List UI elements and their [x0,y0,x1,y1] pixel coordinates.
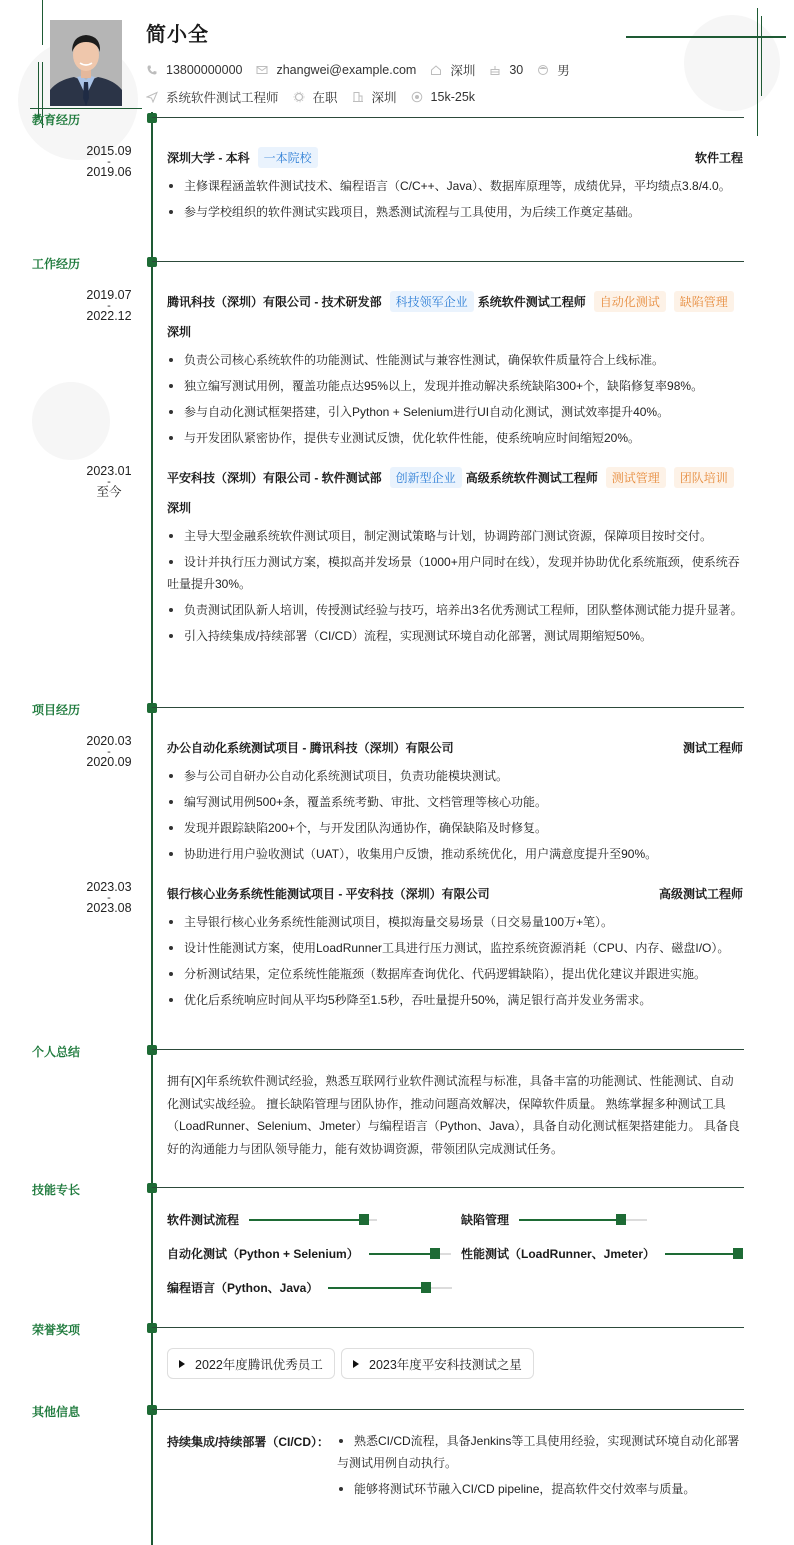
skill-item [167,1211,377,1228]
school-tag: 一本院校 [258,147,318,168]
start-date: 2023.03 [86,880,132,894]
skill-bar [519,1219,647,1221]
location-value: 深圳 [450,64,476,78]
timeline-node [147,1405,157,1415]
skill-bar-fill [369,1253,439,1255]
section-title: 其他信息 [31,1405,80,1419]
target-city-value: 深圳 [371,91,397,105]
section-divider [152,1327,744,1328]
work-date [74,465,144,499]
target-role-value: 系统软件测试工程师 [166,91,279,105]
bullet-item: 负责测试团队新人培训，传授测试经验与技巧，培养出3名优秀测试工程师，团队整体测试能力提升显著。 [167,599,744,621]
education-title [167,147,318,168]
contact-row [146,61,584,79]
skill-bar-knob [421,1282,431,1293]
project-role: 测试工程师 [682,741,743,755]
skill-name: 性能测试（LoadRunner、Jmeter） [461,1247,656,1261]
decorative-line [30,108,142,109]
timeline-node [147,257,157,267]
gender-info [537,61,570,79]
job-role: 高级系统软件测试工程师 [465,471,598,485]
building-icon [352,91,364,103]
section-projects [0,701,744,715]
avatar [50,20,122,106]
bullet-item: 优化后系统响应时间从平均5秒降至1.5秒，吞吐量提升50%，满足银行高并发业务需求。 [167,989,744,1011]
company-name: 平安科技（深圳）有限公司 - 软件测试部 [167,471,382,485]
school-name: 深圳大学 - 本科 [167,151,250,165]
work-title [167,467,734,488]
email-value: zhangwei@example.com [276,63,417,77]
bullet-item: 与开发团队紧密协作，提供专业测试反馈，优化软件性能，使系统响应时间缩短20%。 [167,427,744,449]
mail-icon [256,64,268,76]
section-honors [0,1321,744,1335]
bullet-item: 设计并执行压力测试方案，模拟高并发场景（1000+用户同时在线），发现并协助优化系统瓶颈，使系统吞吐量提升30%。 [167,551,744,595]
bullet-item: 引入持续集成/持续部署（CI/CD）流程，实现测试环境自动化部署，测试周期缩短50%。 [167,625,744,647]
bullet-item: 发现并跟踪缺陷200+个，与开发团队沟通协作，确保缺陷及时修复。 [167,817,744,839]
age-info [489,63,523,77]
start-date: 2019.07 [86,288,132,302]
section-work [0,255,744,269]
decorative-circle [684,15,780,111]
date-separator: - [107,156,111,168]
timeline-node [147,1323,157,1333]
email-info [256,63,416,77]
send-icon [146,91,158,103]
end-date: 至今 [96,485,122,499]
end-date: 2020.09 [86,755,132,769]
skill-bar [328,1287,452,1289]
candidate-name: 简小全 [146,24,209,46]
skill-tag: 缺陷管理 [674,291,734,312]
company-tag: 科技领军企业 [390,291,474,312]
project-title: 办公自动化系统测试项目 - 腾讯科技（深圳）有限公司 [167,741,454,755]
section-skills [0,1181,744,1195]
status-info [293,88,338,106]
bullet-item: 参与自动化测试框架搭建，引入Python + Selenium进行UI自动化测试，测试效率提升40%。 [167,401,744,423]
play-triangle-icon [353,1360,359,1368]
section-title: 荣誉奖项 [31,1323,80,1337]
end-date: 2023.08 [86,901,132,915]
section-divider [152,261,744,262]
timeline-node [147,1183,157,1193]
bullet-item: 分析测试结果，定位系统性能瓶颈（数据库查询优化、代码逻辑缺陷），提出优化建议并跟进实施。 [167,963,744,985]
bullet-item: 参与学校组织的软件测试实践项目，熟悉测试流程与工具使用，为后续工作奠定基础。 [167,201,744,223]
work-bullets [167,525,744,651]
gender-value: 男 [557,64,570,78]
salary-icon [411,91,423,103]
bullet-item: 设计性能测试方案，使用LoadRunner工具进行压力测试，监控系统资源消耗（CPU、内存、磁盘I/O）。 [167,937,744,959]
skill-item [167,1245,451,1262]
project-bullets [167,911,744,1015]
company-tag: 创新型企业 [390,467,462,488]
date-separator: - [107,300,111,312]
bullet-item: 编写测试用例500+条，覆盖系统考勤、审批、文档管理等核心功能。 [167,791,744,813]
bullet-item: 独立编写测试用例，覆盖功能点达95%以上，发现并推动解决系统缺陷300+个，缺陷修复率98%。 [167,375,744,397]
section-summary [0,1043,744,1057]
decorative-line [757,8,758,136]
skill-bar-knob [359,1214,369,1225]
section-divider [152,1187,744,1188]
other-bullets [337,1430,744,1504]
award-card [341,1348,534,1379]
skill-bar-fill [328,1287,427,1289]
project-bullets [167,765,744,869]
bullet-item: 参与公司自研办公自动化系统测试项目，负责功能模块测试。 [167,765,744,787]
date-separator: - [107,746,111,758]
skill-tag: 自动化测试 [594,291,666,312]
work-bullets [167,349,744,453]
section-title: 工作经历 [31,257,80,271]
project-date [74,881,144,915]
target-city-info [352,88,397,106]
award-name: 2023年度平安科技测试之星 [369,1357,522,1372]
play-triangle-icon [179,1360,185,1368]
timeline-node [147,703,157,713]
profile-photo [50,20,122,106]
company-name: 腾讯科技（深圳）有限公司 - 技术研发部 [167,295,382,309]
home-icon [430,64,442,76]
gender-icon [537,64,549,76]
section-education [0,111,744,125]
skill-bar [369,1253,451,1255]
decorative-line [626,36,786,38]
salary-info [411,90,475,104]
work-title [167,291,734,312]
skill-bar-fill [665,1253,743,1255]
job-intent-row [146,88,489,106]
section-title: 技能专长 [31,1183,80,1197]
summary-text: 拥有[X]年系统软件测试经验，熟悉互联网行业软件测试流程与标准，具备丰富的功能测试、性能测试、自动化测试实战经验。 擅长缺陷管理与团队协作，推动问题高效解决，保障软件质量。 熟练掌握多种测试工具（LoadRunner、Selenium、Jmeter）与编程语言（Python、Java），具备自动化测试框架搭建能力。 具备良好的沟通能力与团队领导能力，能有效协调资源，带领团队完成测试任务。 [167,1074,740,1156]
project-title: 银行核心业务系统性能测试项目 - 平安科技（深圳）有限公司 [167,887,490,901]
section-other [0,1403,744,1417]
age-value: 30 [509,63,524,77]
skill-bar [249,1219,377,1221]
age-icon [489,64,501,76]
target-role-info [146,88,279,106]
timeline-node [147,1045,157,1055]
work-city: 深圳 [167,501,192,515]
section-divider [152,707,744,708]
skill-name: 软件测试流程 [167,1213,240,1227]
section-divider [152,1409,744,1410]
skill-tag: 测试管理 [606,467,666,488]
skill-item [461,1211,647,1228]
decorative-line [42,0,43,45]
status-icon [293,91,305,103]
skill-bar [665,1253,743,1255]
skill-name: 编程语言（Python、Java） [167,1281,319,1295]
award-card [167,1348,335,1379]
phone-icon [146,64,158,76]
timeline-node [147,113,157,123]
bullet-item: 能够将测试环节融入CI/CD pipeline，提高软件交付效率与质量。 [337,1478,744,1500]
job-role: 系统软件测试工程师 [477,295,586,309]
decorative-circle [32,382,110,460]
bullet-item: 主导大型金融系统软件测试项目，制定测试策略与计划，协调跨部门测试资源，保障项目按时交付。 [167,525,744,547]
project-date [74,735,144,769]
bullet-item: 协助进行用户验收测试（UAT），收集用户反馈，推动系统优化，用户满意度提升至90%。 [167,843,744,865]
status-value: 在职 [312,91,338,105]
phone-info [146,63,242,77]
section-divider [152,117,744,118]
bullet-item: 主导银行核心业务系统性能测试项目，模拟海量交易场景（日交易量100万+笔）。 [167,911,744,933]
skill-name: 缺陷管理 [461,1213,510,1227]
skill-tag: 团队培训 [674,467,734,488]
education-bullets [167,175,744,227]
date-separator: - [107,476,111,488]
date-separator: - [107,892,111,904]
start-date: 2020.03 [86,734,132,748]
award-name: 2022年度腾讯优秀员工 [195,1357,323,1372]
bullet-item: 主修课程涵盖软件测试技术、编程语言（C/C++、Java）、数据库原理等，成绩优异，平均绩点3.8/4.0。 [167,175,744,197]
section-title: 项目经历 [31,703,80,717]
skill-item [167,1279,452,1296]
skill-bar-fill [249,1219,364,1221]
other-label: 持续集成/持续部署（CI/CD）： [167,1435,330,1449]
section-title: 教育经历 [31,113,80,127]
section-title: 个人总结 [31,1045,80,1059]
bullet-item: 熟悉CI/CD流程，具备Jenkins等工具使用经验，实现测试环境自动化部署与测试用例自动执行。 [337,1430,744,1474]
education-date [74,145,144,179]
salary-value: 15k-25k [430,90,476,104]
phone-value: 13800000000 [166,63,243,77]
skill-bar-knob [616,1214,626,1225]
end-date: 2019.06 [86,165,132,179]
start-date: 2015.09 [86,144,132,158]
end-date: 2022.12 [86,309,132,323]
work-date [74,289,144,323]
skill-item [461,1245,743,1262]
location-info [430,61,475,79]
project-role: 高级测试工程师 [658,887,743,901]
skill-bar-knob [430,1248,440,1259]
skill-bar-knob [733,1248,743,1259]
skill-bar-fill [519,1219,621,1221]
bullet-item: 负责公司核心系统软件的功能测试、性能测试与兼容性测试，确保软件质量符合上线标准。 [167,349,744,371]
section-divider [152,1049,744,1050]
decorative-line [761,16,762,96]
work-city: 深圳 [167,325,192,339]
skill-name: 自动化测试（Python + Selenium） [167,1247,359,1261]
major: 软件工程 [694,151,743,165]
start-date: 2023.01 [86,464,132,478]
